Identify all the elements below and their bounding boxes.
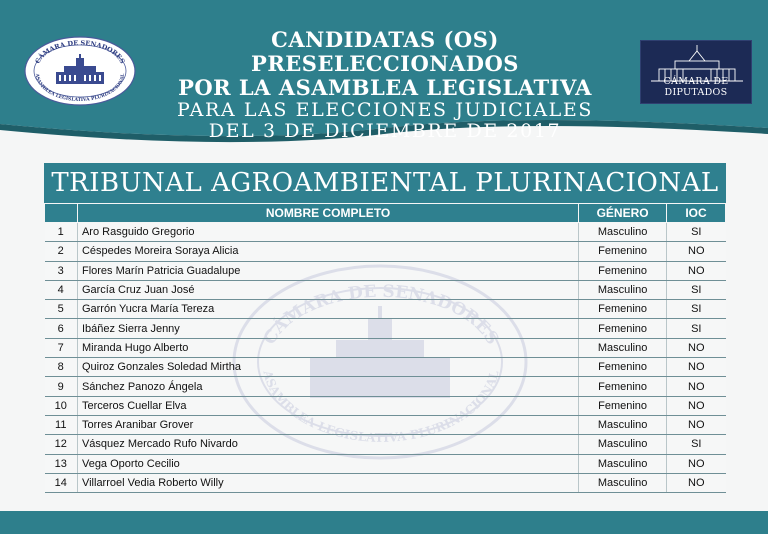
row-number: 14 <box>45 473 78 492</box>
candidate-name: Flores Marín Patricia Guadalupe <box>77 261 578 280</box>
section-title: TRIBUNAL AGROAMBIENTAL PLURINACIONAL <box>44 163 726 203</box>
candidate-ioc: NO <box>667 338 726 357</box>
candidate-ioc: NO <box>667 261 726 280</box>
candidate-ioc: SI <box>667 300 726 319</box>
candidate-ioc: NO <box>667 377 726 396</box>
candidate-gender: Femenino <box>579 319 667 338</box>
candidates-table <box>44 203 726 493</box>
candidate-gender: Femenino <box>579 358 667 377</box>
candidate-ioc: NO <box>667 242 726 261</box>
row-number: 5 <box>45 300 78 319</box>
row-number: 3 <box>45 261 78 280</box>
candidate-name: Villarroel Vedia Roberto Willy <box>77 473 578 492</box>
candidate-gender: Femenino <box>579 261 667 280</box>
candidate-name: Terceros Cuellar Elva <box>77 396 578 415</box>
table-row <box>45 261 726 280</box>
candidate-gender: Masculino <box>579 454 667 473</box>
table-row <box>45 300 726 319</box>
candidate-gender: Femenino <box>579 396 667 415</box>
column-header-name: NOMBRE COMPLETO <box>77 204 578 223</box>
table-row <box>45 396 726 415</box>
table-row <box>45 338 726 357</box>
watermark-top-text: CÁMARA DE SENADORES <box>259 281 503 349</box>
column-header-gender: GÉNERO <box>579 204 667 223</box>
table-row <box>45 377 726 396</box>
candidate-gender: Masculino <box>579 280 667 299</box>
row-number: 8 <box>45 358 78 377</box>
deputies-logo <box>640 40 752 104</box>
candidate-name: Sánchez Panozo Ángela <box>77 377 578 396</box>
candidate-name: Aro Rasguido Gregorio <box>77 223 578 242</box>
row-number: 1 <box>45 223 78 242</box>
candidate-ioc: NO <box>667 358 726 377</box>
candidate-gender: Femenino <box>579 300 667 319</box>
deputies-logo-text: CÁMARA DE DIPUTADOS <box>663 76 729 98</box>
candidate-name: García Cruz Juan José <box>77 280 578 299</box>
candidate-name: Quiroz Gonzales Soledad Mirtha <box>77 358 578 377</box>
column-header-ioc: IOC <box>667 204 726 223</box>
candidate-ioc: NO <box>667 396 726 415</box>
table-row <box>45 242 726 261</box>
header-title-line2: POR LA ASAMBLEA LEGISLATIVA <box>178 75 592 100</box>
table-row <box>45 435 726 454</box>
table-row <box>45 280 726 299</box>
candidate-gender: Masculino <box>579 338 667 357</box>
candidate-name: Miranda Hugo Alberto <box>77 338 578 357</box>
row-number: 7 <box>45 338 78 357</box>
table-header-row <box>45 204 726 223</box>
candidate-gender: Masculino <box>579 223 667 242</box>
candidate-name: Vásquez Mercado Rufo Nivardo <box>77 435 578 454</box>
candidate-name: Garrón Yucra María Tereza <box>77 300 578 319</box>
candidate-ioc: NO <box>667 454 726 473</box>
candidate-ioc: NO <box>667 473 726 492</box>
candidate-gender: Femenino <box>579 242 667 261</box>
header-title-line3: PARA LAS ELECCIONES JUDICIALES <box>177 99 593 121</box>
senate-logo-top-text: CÁMARA DE SENADORES <box>33 38 127 65</box>
senate-logo <box>24 36 136 106</box>
candidate-ioc: SI <box>667 223 726 242</box>
candidate-name: Torres Aranibar Grover <box>77 415 578 434</box>
header-title <box>140 28 630 142</box>
column-header-number <box>45 204 78 223</box>
row-number: 12 <box>45 435 78 454</box>
candidate-gender: Femenino <box>579 377 667 396</box>
header-band <box>0 0 768 150</box>
candidate-name: Ibáñez Sierra Jenny <box>77 319 578 338</box>
senate-logo-bottom-text: ASAMBLEA LEGISLATIVA PLURINACIONAL <box>33 73 127 104</box>
candidate-gender: Masculino <box>579 435 667 454</box>
candidate-gender: Masculino <box>579 415 667 434</box>
table-row <box>45 319 726 338</box>
table-row <box>45 454 726 473</box>
table-row <box>45 473 726 492</box>
row-number: 2 <box>45 242 78 261</box>
candidate-ioc: SI <box>667 435 726 454</box>
table-row <box>45 223 726 242</box>
candidate-gender: Masculino <box>579 473 667 492</box>
row-number: 10 <box>45 396 78 415</box>
candidate-ioc: SI <box>667 280 726 299</box>
row-number: 4 <box>45 280 78 299</box>
table-row <box>45 358 726 377</box>
candidate-name: Céspedes Moreira Soraya Alicia <box>77 242 578 261</box>
header-title-line4: DEL 3 DE DICIEMBRE DE 2017 <box>208 120 562 142</box>
row-number: 11 <box>45 415 78 434</box>
footer-band <box>0 511 768 534</box>
row-number: 9 <box>45 377 78 396</box>
row-number: 6 <box>45 319 78 338</box>
candidate-name: Vega Oporto Cecilio <box>77 454 578 473</box>
candidate-ioc: SI <box>667 319 726 338</box>
header-title-line1: CANDIDATAS (OS) PRESELECCIONADOS <box>251 27 519 76</box>
table-row <box>45 415 726 434</box>
candidate-ioc: NO <box>667 415 726 434</box>
row-number: 13 <box>45 454 78 473</box>
watermark-bottom-text: ASAMBLEA LEGISLATIVA PLURINACIONAL <box>260 369 502 445</box>
